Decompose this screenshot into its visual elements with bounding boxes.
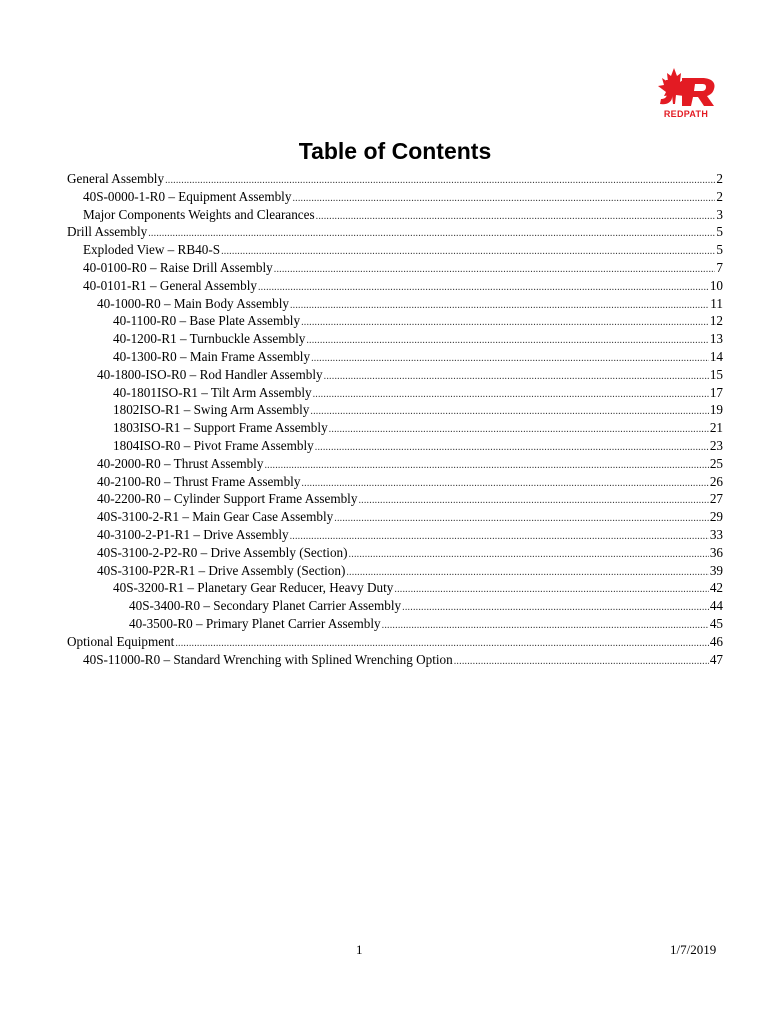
toc-entry[interactable] (67, 651, 723, 669)
toc-entry-page: 33 (709, 526, 723, 542)
toc-entry-title: 40-0101-R1 – General Assembly (83, 277, 257, 293)
toc-entry-page: 26 (709, 473, 723, 489)
toc-entry[interactable] (67, 544, 723, 562)
redpath-logo (652, 66, 724, 124)
toc-entry[interactable] (67, 277, 723, 295)
toc-entry-title: 40-2100-R0 – Thrust Frame Assembly (97, 473, 301, 489)
toc-entry-title: 40-1800-ISO-R0 – Rod Handler Assembly (97, 366, 323, 382)
toc-entry-page: 46 (709, 633, 723, 649)
toc-entry-title: 1804ISO-R0 – Pivot Frame Assembly (113, 437, 314, 453)
toc-entry-title: 40-2200-R0 – Cylinder Support Frame Assembly (97, 491, 358, 507)
toc-entry-page: 11 (710, 295, 723, 311)
toc-entry-page: 23 (709, 437, 723, 453)
toc-entry-title: 40S-3200-R1 – Planetary Gear Reducer, Heavy Duty (113, 580, 394, 596)
toc-leader-dots (454, 651, 709, 671)
toc-entry-title: 1802ISO-R1 – Swing Arm Assembly (113, 402, 310, 418)
toc-entry-page: 3 (716, 206, 723, 222)
toc-entry-title: Drill Assembly (67, 224, 148, 240)
toc-entry[interactable] (67, 455, 723, 473)
toc-entry-page: 47 (709, 651, 723, 667)
toc-entry-page: 27 (709, 491, 723, 507)
toc-entry-title: 40S-3100-2-P2-R0 – Drive Assembly (Section) (97, 544, 348, 560)
toc-entry[interactable] (67, 401, 723, 419)
toc-entry-page: 42 (709, 580, 723, 596)
toc-entry-page: 29 (709, 509, 723, 525)
toc-entry-title: 40-1300-R0 – Main Frame Assembly (113, 348, 311, 364)
toc-entry-page: 17 (709, 384, 723, 400)
toc-entry[interactable] (67, 526, 723, 544)
toc-entry[interactable] (67, 562, 723, 580)
toc-entry-title: 40S-3100-2-R1 – Main Gear Case Assembly (97, 509, 334, 525)
toc-entry-title: 40-1000-R0 – Main Body Assembly (97, 295, 289, 311)
toc-entry-title: 40-2000-R0 – Thrust Assembly (97, 455, 264, 471)
toc-entry-title: General Assembly (67, 171, 165, 186)
toc-entry-title: Exploded View – RB40-S (83, 242, 221, 258)
toc-entry[interactable] (67, 579, 723, 597)
toc-entry-title: 40-0100-R0 – Raise Drill Assembly (83, 259, 273, 275)
page-title: Table of Contents (298, 138, 492, 164)
toc-entry-title: 40-1200-R1 – Turnbuckle Assembly (113, 331, 306, 347)
toc-entry[interactable] (67, 223, 723, 241)
maple-leaf-jr-logo-icon (652, 66, 724, 110)
toc-entry[interactable] (67, 384, 723, 402)
toc-entry[interactable] (67, 206, 723, 224)
toc-entry-page: 2 (716, 188, 723, 204)
toc-entry-page: 19 (709, 402, 723, 418)
toc-entry-title: Major Components Weights and Clearances (83, 206, 315, 222)
toc-entry-title: 40-1801ISO-R1 – Tilt Arm Assembly (113, 384, 312, 400)
toc-entry[interactable] (67, 597, 723, 615)
toc-entry-page: 44 (709, 598, 723, 614)
toc-entry[interactable] (67, 473, 723, 491)
toc-entry-page: 7 (716, 259, 723, 275)
toc-entry[interactable] (67, 366, 723, 384)
toc-entry[interactable] (67, 437, 723, 455)
table-of-contents (67, 170, 723, 668)
toc-entry-title: Optional Equipment (67, 633, 175, 649)
toc-entry[interactable] (67, 330, 723, 348)
toc-entry-page: 14 (709, 348, 723, 364)
toc-entry-title: 40S-3400-R0 – Secondary Planet Carrier Assembly (129, 598, 402, 614)
toc-entry-title: 1803ISO-R1 – Support Frame Assembly (113, 420, 328, 436)
toc-entry-title: 40-1100-R0 – Base Plate Assembly (113, 313, 301, 329)
toc-entry-page: 13 (709, 331, 723, 347)
toc-entry[interactable] (67, 615, 723, 633)
toc-entry[interactable] (67, 295, 723, 313)
toc-entry-page: 15 (709, 366, 723, 382)
toc-entry-page: 39 (709, 562, 723, 578)
toc-entry[interactable] (67, 419, 723, 437)
toc-entry-page: 12 (709, 313, 723, 329)
toc-entry-title: 40-3500-R0 – Primary Planet Carrier Assembly (129, 615, 381, 631)
toc-entry-page: 5 (716, 242, 723, 258)
toc-entry-title: 40S-0000-1-R0 – Equipment Assembly (83, 188, 292, 204)
toc-entry-page: 25 (709, 455, 723, 471)
toc-entry[interactable] (67, 259, 723, 277)
toc-entry[interactable] (67, 633, 723, 651)
toc-entry[interactable] (67, 348, 723, 366)
page-number: 1 (356, 942, 363, 957)
toc-entry[interactable] (67, 170, 723, 188)
toc-entry-page: 21 (709, 420, 723, 436)
toc-entry[interactable] (67, 490, 723, 508)
toc-entry-page: 10 (709, 277, 723, 293)
footer-date: 1/7/2019 (670, 942, 717, 957)
toc-entry[interactable] (67, 241, 723, 259)
toc-entry[interactable] (67, 188, 723, 206)
toc-entry-page: 45 (709, 615, 723, 631)
toc-entry-page: 5 (716, 224, 723, 240)
toc-entry-title: 40S-11000-R0 – Standard Wrenching with Splined Wrenching Option (83, 651, 453, 667)
logo-text: REDPATH (663, 109, 709, 119)
toc-entry-title: 40S-3100-P2R-R1 – Drive Assembly (Section) (97, 562, 346, 578)
toc-entry[interactable] (67, 312, 723, 330)
toc-entry-title: 40-3100-2-P1-R1 – Drive Assembly (97, 526, 289, 542)
toc-entry-page: 2 (716, 171, 723, 186)
toc-entry[interactable] (67, 508, 723, 526)
toc-entry-page: 36 (709, 544, 723, 560)
